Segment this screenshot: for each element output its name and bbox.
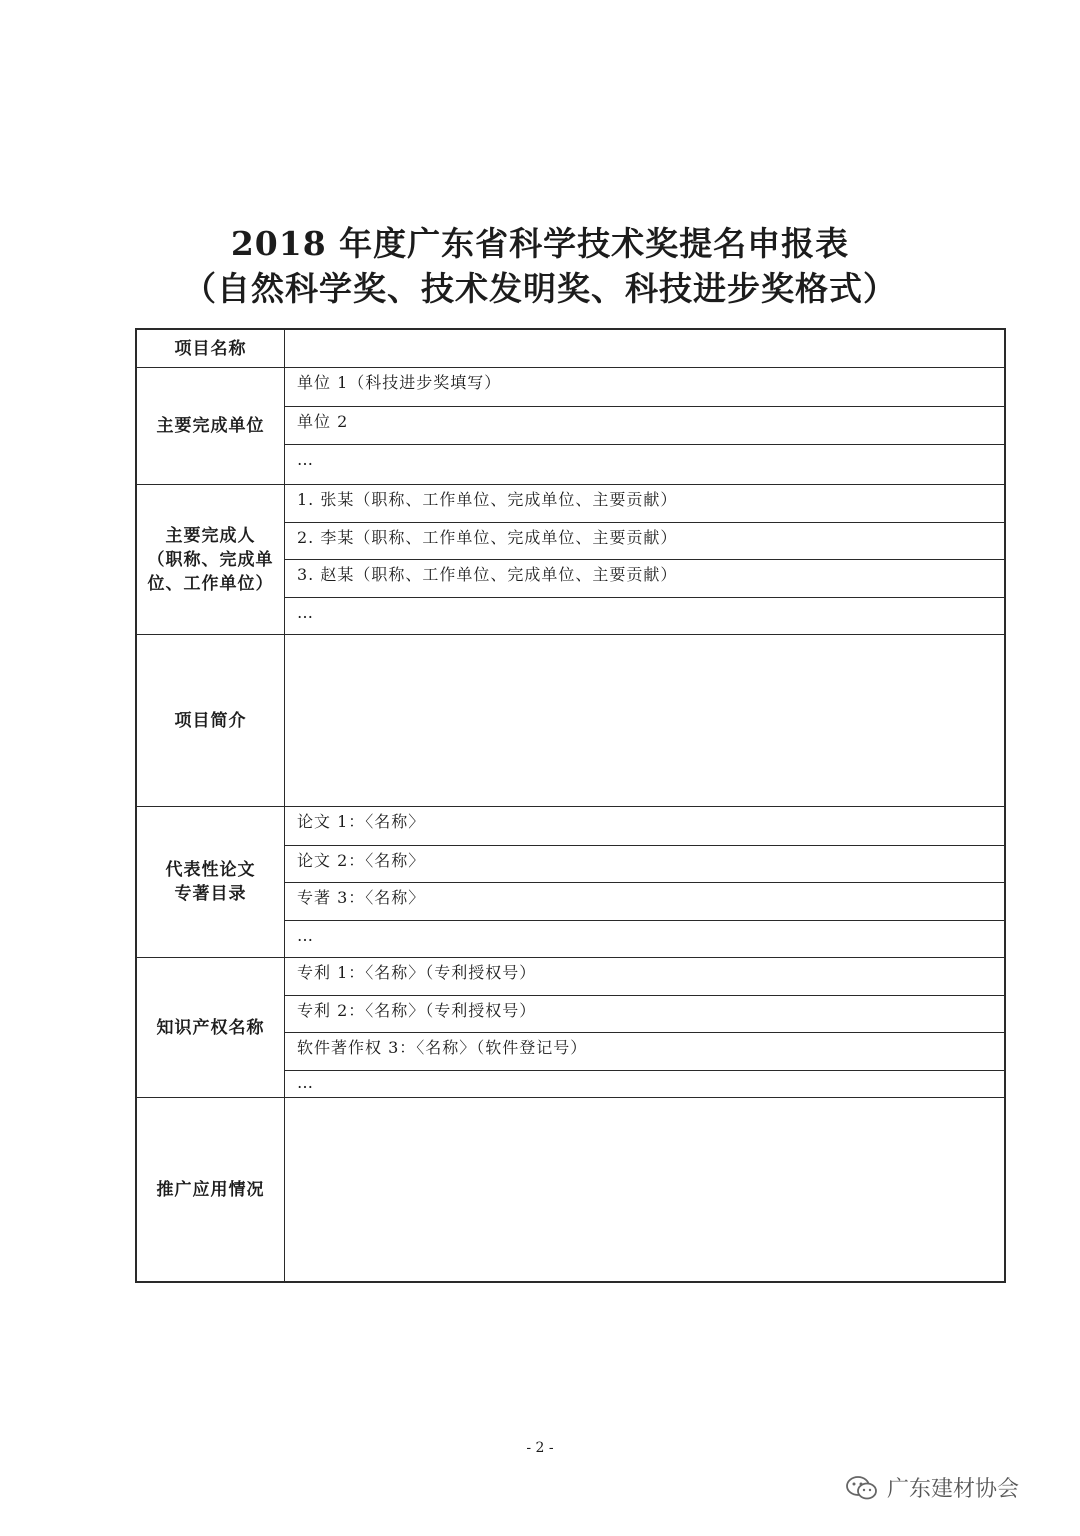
field-person-3[interactable]: 3. 赵某（职称、工作单位、完成单位、主要贡献）: [285, 560, 1004, 598]
field-paper-more[interactable]: …: [297, 926, 314, 945]
label-main-persons-line1: 主要完成人: [165, 525, 256, 546]
field-software-copyright-3[interactable]: 软件著作权 3：〈名称〉（软件登记号）: [285, 1033, 1004, 1071]
row-main-persons: [137, 485, 1004, 635]
field-unit-1[interactable]: 单位 1（科技进步奖填写）: [285, 368, 1004, 407]
field-project-intro[interactable]: [285, 635, 1004, 806]
field-paper-2[interactable]: 论文 2：〈名称〉: [285, 846, 1004, 883]
label-main-persons-line2: （职称、完成单: [147, 549, 274, 570]
field-monograph-3[interactable]: 专著 3：〈名称〉: [285, 883, 1004, 921]
field-application[interactable]: [285, 1098, 1004, 1281]
watermark-text: 广东建材协会: [887, 1477, 1020, 1502]
page-number: - 2 -: [526, 1440, 554, 1456]
label-main-units: 主要完成单位: [137, 368, 285, 484]
label-main-persons: [137, 485, 285, 634]
field-person-1[interactable]: 1. 张某（职称、工作单位、完成单位、主要贡献）: [285, 485, 1004, 523]
field-unit-2[interactable]: 单位 2: [285, 407, 1004, 445]
label-application: 推广应用情况: [137, 1098, 285, 1281]
row-application: [137, 1098, 1004, 1281]
label-main-persons-line3: 位、工作单位）: [147, 573, 274, 594]
field-person-more[interactable]: …: [297, 603, 314, 622]
field-unit-more[interactable]: …: [297, 450, 314, 469]
row-ip: [137, 958, 1004, 1098]
field-person-2[interactable]: 2. 李某（职称、工作单位、完成单位、主要贡献）: [285, 523, 1004, 560]
wechat-icon: [845, 1474, 879, 1502]
field-patent-1[interactable]: 专利 1：〈名称〉（专利授权号）: [285, 958, 1004, 996]
label-ip: 知识产权名称: [137, 958, 285, 1097]
label-project-name: 项目名称: [137, 330, 285, 367]
form-subtitle: （自然科学奖、技术发明奖、科技进步奖格式）: [183, 269, 897, 308]
label-papers-line2: 专著目录: [174, 884, 247, 904]
field-project-name[interactable]: [285, 330, 1004, 367]
field-patent-2[interactable]: 专利 2：〈名称〉（专利授权号）: [285, 996, 1004, 1033]
row-main-units: [137, 368, 1004, 485]
row-project-intro: [137, 635, 1004, 807]
watermark: [845, 1472, 1019, 1503]
row-papers: [137, 807, 1004, 958]
field-ip-more[interactable]: …: [297, 1073, 314, 1092]
nomination-form-table: [135, 328, 1006, 1283]
form-title: 2018 年度广东省科学技术奖提名申报表: [230, 224, 850, 263]
label-project-intro: 项目简介: [137, 635, 285, 806]
label-papers: [137, 807, 285, 957]
label-papers-line1: 代表性论文: [165, 860, 256, 880]
field-paper-1[interactable]: 论文 1：〈名称〉: [285, 807, 1004, 846]
row-project-name: [137, 330, 1004, 368]
